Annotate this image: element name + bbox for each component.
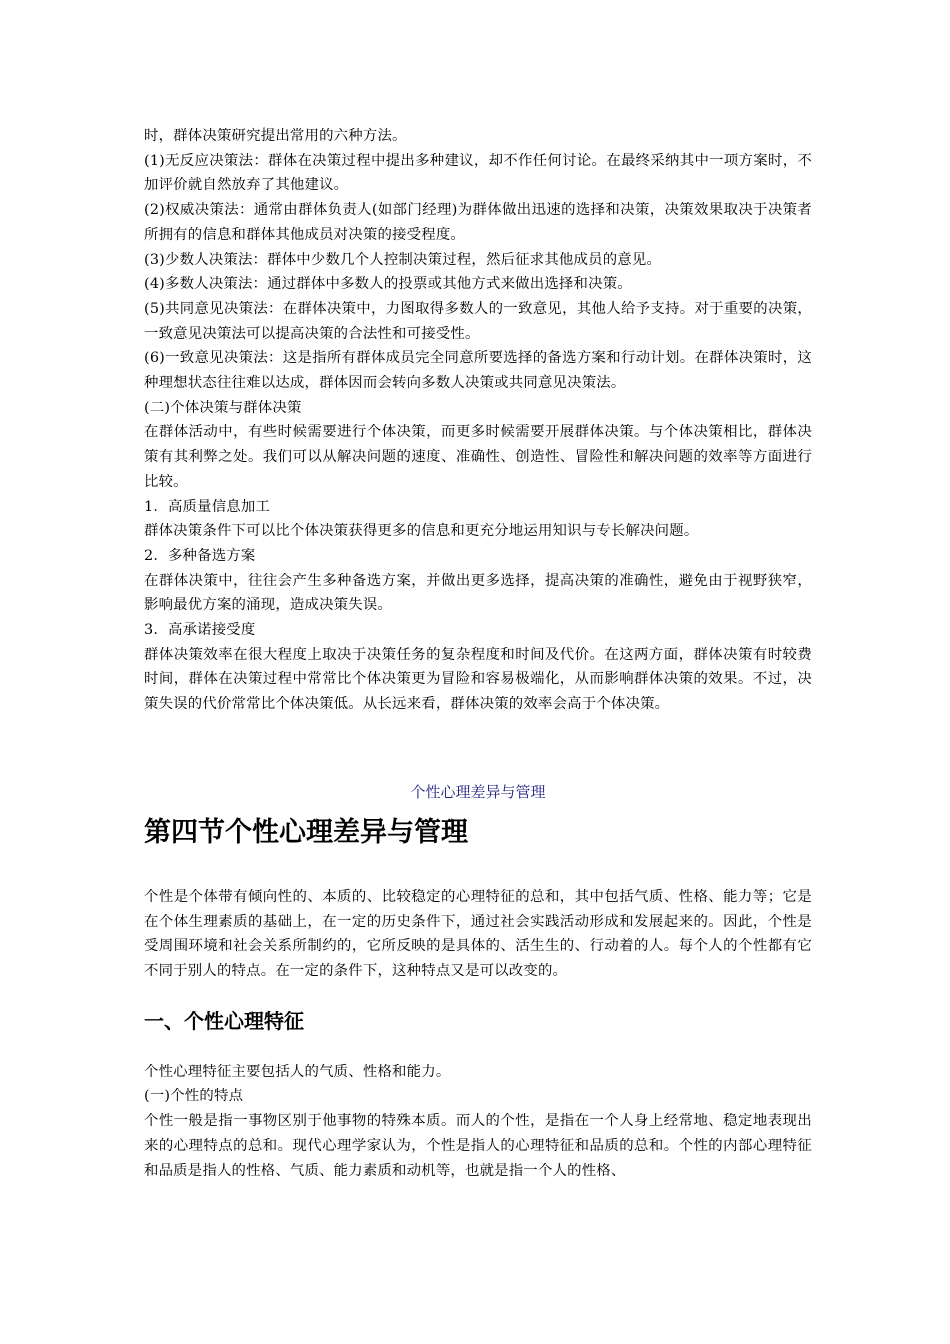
paragraph: (2)权威决策法：通常由群体负责人(如部门经理)为群体做出迅速的选择和决策，决策效果取决于决策者所拥有的信息和群体其他成员对决策的接受程度。	[144, 202, 812, 243]
subheading: (二)个体决策与群体决策	[144, 399, 302, 416]
page-content	[144, 124, 812, 1183]
paragraph: 在群体活动中，有些时候需要进行个体决策，而更多时候需要开展群体决策。与个体决策相比，群体决策有其利弊之处。我们可以从解决问题的速度、准确性、创造性、冒险性和解决问题的效率等方面进行比较。	[144, 424, 812, 490]
subheading: (一)个性的特点	[144, 1088, 244, 1105]
section-intro: 个性是个体带有倾向性的、本质的、比较稳定的心理特征的总和，其中包括气质、性格、能力等；它是在个体生理素质的基础上，在一定的历史条件下，通过社会实践活动形成和发展起来的。因此，个性是受周围环境和社会关系所制约的，它所反映的是具体的、活生生的、行动着的人。每个人的个性都有它不同于别人的特点。在一定的条件下，这种特点又是可以改变的。	[144, 888, 812, 979]
subsection-title: 一、个性心理特征	[144, 1008, 304, 1033]
paragraph: 个性心理特征主要包括人的气质、性格和能力。	[144, 1063, 451, 1080]
paragraph: (3)少数人决策法：群体中少数几个人控制决策过程，然后征求其他成员的意见。	[144, 251, 662, 268]
paragraph: (1)无反应决策法：群体在决策过程中提出多种建议，却不作任何讨论。在最终采纳其中一项方案时，不加评价就自然放弃了其他建议。	[144, 152, 812, 194]
section-title: 第四节个性心理差异与管理	[144, 816, 468, 848]
paragraph: 在群体决策中，往往会产生多种备选方案，并做出更多选择，提高决策的准确性，避免由于视野狭窄，影响最优方案的涌现，造成决策失误。	[144, 572, 812, 614]
running-title: 个性心理差异与管理	[410, 782, 546, 801]
paragraph: 群体决策条件下可以比个体决策获得更多的信息和更充分地运用知识与专长解决问题。	[144, 523, 699, 540]
paragraph: (6)一致意见决策法：这是指所有群体成员完全同意所要选择的备选方案和行动计划。在群体决策时，这种理想状态往往难以达成，群体因而会转向多数人决策或共同意见决策法。	[144, 350, 812, 392]
numbered-heading: 3．高承诺接受度	[144, 622, 256, 639]
numbered-heading: 2．多种备选方案	[144, 547, 256, 564]
numbered-heading: 1．高质量信息加工	[144, 498, 271, 515]
paragraph: (4)多数人决策法：通过群体中多数人的投票或其他方式来做出选择和决策。	[144, 276, 632, 293]
paragraph: 时，群体决策研究提出常用的六种方法。	[144, 128, 407, 144]
paragraph: 个性一般是指一事物区别于他事物的特殊本质。而人的个性，是指在一个人身上经常地、稳定地表现出来的心理特点的总和。现代心理学家认为，个性是指人的心理特征和品质的总和。个性的内部心理特征和品质是指人的性格、气质、能力素质和动机等，也就是指一个人的性格、	[144, 1113, 812, 1179]
paragraph: (5)共同意见决策法：在群体决策中，力图取得多数人的一致意见，其他人给予支持。对于重要的决策，一致意见决策法可以提高决策的合法性和可接受性。	[144, 300, 812, 342]
paragraph: 群体决策效率在很大程度上取决于决策任务的复杂程度和时间及代价。在这两方面，群体决策有时较费时间，群体在决策过程中常常比个体决策更为冒险和容易极端化，从而影响群体决策的效果。不过，决策失误的代价常常比个体决策低。从长远来看，群体决策的效率会高于个体决策。	[144, 646, 812, 713]
